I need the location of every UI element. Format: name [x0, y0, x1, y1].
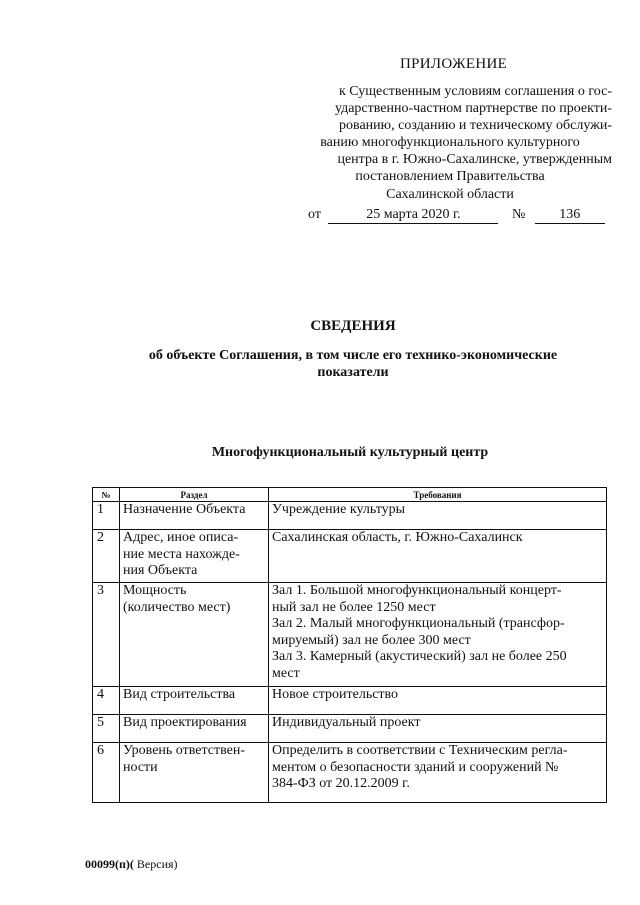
row-section [120, 687, 269, 715]
requirement-line: Зал 1. Большой многофункциональный концерт- [272, 583, 562, 598]
section-line: Назначение Объекта [123, 502, 246, 517]
section-line: ности [123, 759, 158, 775]
requirement-line: Учреждение культуры [272, 502, 406, 517]
approval-date-row [308, 207, 605, 224]
requirement-line: Зал 2. Малый многофункциональный (трансфор- [272, 616, 565, 631]
appendix-line: постановлением Правительства [355, 169, 545, 184]
row-section [120, 530, 269, 583]
table-row [93, 687, 607, 715]
table-header-row [93, 488, 607, 502]
object-name: Многофункциональный культурный центр [211, 445, 489, 460]
approval-number: 136 [535, 207, 605, 224]
requirement-line: Новое строительство [272, 687, 399, 702]
document-title: СВЕДЕНИЯ [310, 318, 396, 334]
row-section [120, 583, 269, 687]
requirement-line: ный зал не более 1250 мест [272, 599, 436, 615]
row-number: 4 [93, 687, 120, 715]
row-requirements [269, 743, 607, 803]
requirement-line: Индивидуальный проект [272, 715, 421, 730]
appendix-line: ударственно-частном партнерстве по проекти- [334, 101, 612, 116]
row-requirements [269, 687, 607, 715]
number-prefix: № [511, 207, 526, 222]
section-line: Адрес, иное описа- [123, 530, 239, 545]
row-requirements [269, 583, 607, 687]
appendix-line: ванию многофункционального культурного [320, 135, 580, 150]
row-number: 6 [93, 743, 120, 803]
header-requirements: Требования [269, 488, 607, 502]
appendix-line: к Существенным условиям соглашения о гос- [338, 84, 612, 99]
requirement-line: Сахалинская область, г. Южно-Сахалинск [272, 530, 523, 545]
table-row [93, 502, 607, 530]
row-requirements [269, 530, 607, 583]
appendix-title: ПРИЛОЖЕНИЕ [400, 56, 508, 72]
document-subtitle [0, 347, 640, 381]
footer-version: Версия) [133, 857, 178, 871]
row-section [120, 715, 269, 743]
row-section [120, 502, 269, 530]
header-section: Раздел [120, 488, 269, 502]
row-number: 3 [93, 583, 120, 687]
date-prefix: от [308, 207, 321, 222]
section-line: ние места нахожде- [123, 546, 240, 562]
row-number: 2 [93, 530, 120, 583]
section-line: Мощность [123, 583, 187, 598]
row-number: 1 [93, 502, 120, 530]
section-line: Уровень ответствен- [123, 743, 245, 758]
section-line: ния Объекта [123, 563, 198, 578]
section-line: Вид проектирования [123, 715, 247, 730]
approval-date: 25 марта 2020 г. [328, 207, 498, 224]
requirement-line: 384-ФЗ от 20.12.2009 г. [272, 776, 410, 791]
table-row [93, 530, 607, 583]
header-num: № [93, 488, 120, 502]
appendix-line: Сахалинской области [386, 187, 514, 202]
appendix-line: рованию, созданию и техническому обслужи- [339, 118, 612, 133]
table-row [93, 583, 607, 687]
row-section [120, 743, 269, 803]
row-number: 5 [93, 715, 120, 743]
section-line: (количество мест) [123, 599, 231, 615]
table-row [93, 715, 607, 743]
requirement-line: мируемый) зал не более 300 мест [272, 632, 471, 648]
requirement-line: мест [272, 665, 300, 681]
requirement-line: ментом о безопасности зданий и сооружений № [272, 759, 559, 775]
row-requirements [269, 715, 607, 743]
requirement-line: Зал 3. Камерный (акустический) зал не более 250 [272, 649, 567, 664]
subtitle-line: показатели [317, 365, 389, 380]
table-row [93, 743, 607, 803]
section-line: Вид строительства [123, 687, 236, 702]
appendix-line: центра в г. Южно-Сахалинске, утвержденным [337, 152, 612, 167]
row-requirements [269, 502, 607, 530]
subtitle-line: об объекте Соглашения, в том числе его технико-экономические [148, 348, 558, 363]
requirement-line: Определить в соответствии с Техническим регла- [272, 743, 568, 758]
requirements-table [92, 487, 607, 803]
document-footer [85, 857, 178, 872]
footer-code: 00099(п)( [85, 857, 134, 871]
